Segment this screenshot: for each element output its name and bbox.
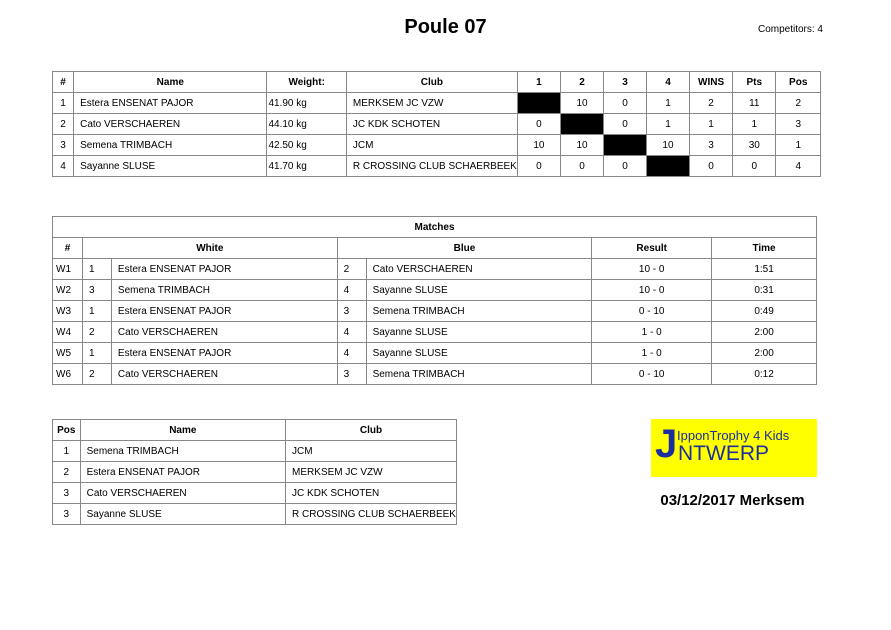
match-blue-name: Sayanne SLUSE (366, 280, 592, 301)
pool-cell-self (646, 156, 689, 177)
pool-club: JCM (346, 135, 517, 156)
ranking-row (53, 441, 457, 462)
pool-num: 1 (53, 93, 74, 114)
match-white-num: 3 (82, 280, 111, 301)
pool-cell-self (517, 93, 560, 114)
match-result: 0 - 10 (592, 301, 712, 322)
pool-score: 10 (560, 135, 603, 156)
ippon-trophy-logo (651, 419, 817, 477)
pool-name: Estera ENSENAT PAJOR (74, 93, 267, 114)
match-white-num: 1 (82, 343, 111, 364)
match-time: 2:00 (712, 343, 817, 364)
match-time: 1:51 (712, 259, 817, 280)
matches-col-blue: Blue (337, 238, 592, 259)
match-white-name: Semena TRIMBACH (111, 280, 337, 301)
match-time: 0:31 (712, 280, 817, 301)
ranking-pos: 3 (53, 504, 81, 525)
ranking-pos: 1 (53, 441, 81, 462)
logo-line1: IpponTrophy 4 Kids (677, 428, 790, 443)
pool-col-num: # (53, 72, 74, 93)
pool-name: Cato VERSCHAEREN (74, 114, 267, 135)
pool-col-3: 3 (604, 72, 647, 93)
ranking-name: Cato VERSCHAEREN (80, 483, 285, 504)
pool-score: 1 (646, 114, 689, 135)
ranking-name: Sayanne SLUSE (80, 504, 285, 525)
pool-score: 10 (646, 135, 689, 156)
pool-wins: 2 (690, 93, 733, 114)
match-result: 0 - 10 (592, 364, 712, 385)
match-white-num: 2 (82, 364, 111, 385)
pool-col-pos: Pos (776, 72, 821, 93)
pool-row (53, 156, 821, 177)
match-row (53, 343, 817, 364)
pool-score: 10 (560, 93, 603, 114)
pool-header-row (53, 72, 821, 93)
match-id: W4 (53, 322, 83, 343)
match-white-num: 2 (82, 322, 111, 343)
match-time: 2:00 (712, 322, 817, 343)
pool-score: 0 (517, 156, 560, 177)
match-white-num: 1 (82, 301, 111, 322)
match-time: 0:12 (712, 364, 817, 385)
match-blue-name: Semena TRIMBACH (366, 364, 592, 385)
pool-club: R CROSSING CLUB SCHAERBEEK (346, 156, 517, 177)
pool-name: Semena TRIMBACH (74, 135, 267, 156)
pool-name: Sayanne SLUSE (74, 156, 267, 177)
pool-pos: 3 (776, 114, 821, 135)
pool-score: 0 (604, 156, 647, 177)
ranking-club: JC KDK SCHOTEN (286, 483, 457, 504)
match-white-name: Estera ENSENAT PAJOR (111, 259, 337, 280)
ranking-club: R CROSSING CLUB SCHAERBEEK (286, 504, 457, 525)
match-result: 10 - 0 (592, 259, 712, 280)
pool-cell-self (604, 135, 647, 156)
match-id: W5 (53, 343, 83, 364)
match-blue-name: Cato VERSCHAEREN (366, 259, 592, 280)
ranking-row (53, 462, 457, 483)
pool-pos: 4 (776, 156, 821, 177)
match-blue-name: Sayanne SLUSE (366, 322, 592, 343)
ranking-header-row (53, 420, 457, 441)
event-date: 03/12/2017 Merksem (660, 492, 805, 509)
match-blue-num: 3 (337, 301, 366, 322)
pool-score: 0 (604, 114, 647, 135)
pool-table (52, 71, 821, 177)
pool-pts: 30 (733, 135, 776, 156)
pool-col-4: 4 (646, 72, 689, 93)
pool-col-weight: Weight: (267, 72, 346, 93)
pool-col-wins: WINS (690, 72, 733, 93)
pool-score: 0 (604, 93, 647, 114)
pool-pts: 1 (733, 114, 776, 135)
ranking-pos: 2 (53, 462, 81, 483)
matches-col-result: Result (592, 238, 712, 259)
pool-num: 2 (53, 114, 74, 135)
match-time: 0:49 (712, 301, 817, 322)
match-id: W3 (53, 301, 83, 322)
pool-score: 10 (517, 135, 560, 156)
pool-row (53, 135, 821, 156)
ranking-club: JCM (286, 441, 457, 462)
ranking-name: Estera ENSENAT PAJOR (80, 462, 285, 483)
pool-wins: 0 (690, 156, 733, 177)
ranking-col-pos: Pos (53, 420, 81, 441)
match-result: 1 - 0 (592, 322, 712, 343)
pool-col-1: 1 (517, 72, 560, 93)
pool-col-name: Name (74, 72, 267, 93)
match-row (53, 259, 817, 280)
match-blue-name: Semena TRIMBACH (366, 301, 592, 322)
logo-line2: NTWERP (678, 442, 769, 465)
ranking-pos: 3 (53, 483, 81, 504)
pool-pts: 11 (733, 93, 776, 114)
pool-row (53, 93, 821, 114)
ranking-name: Semena TRIMBACH (80, 441, 285, 462)
competitors-count: Competitors: 4 (757, 24, 823, 35)
match-id: W1 (53, 259, 83, 280)
matches-table (52, 216, 817, 385)
match-blue-num: 4 (337, 322, 366, 343)
match-blue-name: Sayanne SLUSE (366, 343, 592, 364)
pool-num: 4 (53, 156, 74, 177)
ranking-row (53, 504, 457, 525)
pool-weight: 44.10 kg (267, 114, 346, 135)
pool-wins: 1 (690, 114, 733, 135)
pool-score: 0 (560, 156, 603, 177)
match-row (53, 280, 817, 301)
matches-col-white: White (82, 238, 337, 259)
match-blue-num: 4 (337, 343, 366, 364)
pool-cell-self (560, 114, 603, 135)
ranking-table (52, 419, 457, 525)
pool-pts: 0 (733, 156, 776, 177)
pool-weight: 41.90 kg (267, 93, 346, 114)
pool-col-club: Club (346, 72, 517, 93)
pool-club: JC KDK SCHOTEN (346, 114, 517, 135)
match-row (53, 322, 817, 343)
pool-pos: 2 (776, 93, 821, 114)
pool-pos: 1 (776, 135, 821, 156)
pool-row (53, 114, 821, 135)
pool-weight: 42.50 kg (267, 135, 346, 156)
match-white-name: Cato VERSCHAEREN (111, 322, 337, 343)
logo-j-letter: J (655, 422, 678, 466)
ranking-club: MERKSEM JC VZW (286, 462, 457, 483)
match-blue-num: 3 (337, 364, 366, 385)
matches-col-num: # (53, 238, 83, 259)
match-white-name: Cato VERSCHAEREN (111, 364, 337, 385)
pool-score: 1 (646, 93, 689, 114)
match-white-name: Estera ENSENAT PAJOR (111, 343, 337, 364)
ranking-col-club: Club (286, 420, 457, 441)
match-blue-num: 4 (337, 280, 366, 301)
match-result: 10 - 0 (592, 280, 712, 301)
pool-col-2: 2 (560, 72, 603, 93)
ranking-col-name: Name (80, 420, 285, 441)
page-title: Poule 07 (404, 16, 487, 38)
matches-header-row (53, 238, 817, 259)
match-result: 1 - 0 (592, 343, 712, 364)
match-white-num: 1 (82, 259, 111, 280)
match-white-name: Estera ENSENAT PAJOR (111, 301, 337, 322)
pool-num: 3 (53, 135, 74, 156)
pool-club: MERKSEM JC VZW (346, 93, 517, 114)
match-id: W6 (53, 364, 83, 385)
match-blue-num: 2 (337, 259, 366, 280)
pool-wins: 3 (690, 135, 733, 156)
pool-col-pts: Pts (733, 72, 776, 93)
pool-score: 0 (517, 114, 560, 135)
match-id: W2 (53, 280, 83, 301)
matches-title: Matches (53, 217, 817, 238)
ranking-row (53, 483, 457, 504)
match-row (53, 301, 817, 322)
match-row (53, 364, 817, 385)
matches-col-time: Time (712, 238, 817, 259)
pool-weight: 41.70 kg (267, 156, 346, 177)
